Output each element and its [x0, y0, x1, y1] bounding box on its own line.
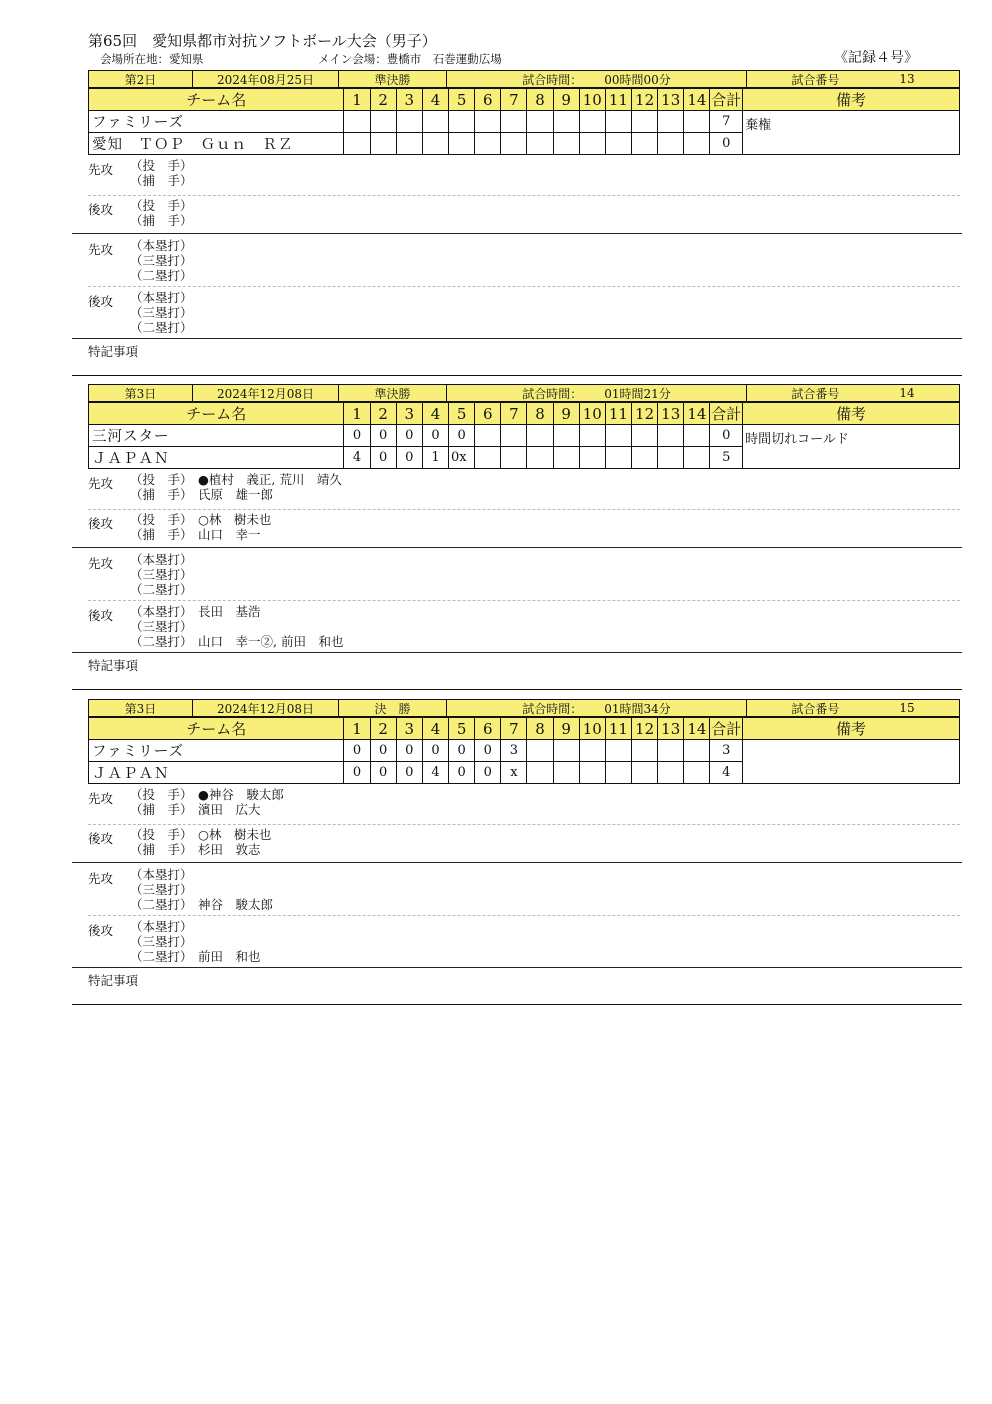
pitcher-label: （投 手）: [130, 787, 193, 802]
triple-label: （三塁打）: [130, 567, 193, 582]
inning-score: [553, 740, 579, 762]
pitcher-label: （投 手）: [130, 512, 193, 527]
first-catcher: 氏原 雄一郎: [198, 487, 274, 502]
inning-score: [553, 133, 579, 155]
inning-score: 0x: [449, 447, 475, 469]
inning-header: 6: [475, 89, 501, 111]
inning-score: [632, 111, 658, 133]
game-time: [446, 384, 746, 402]
inning-score: [527, 762, 553, 784]
inning-score: 0: [370, 762, 396, 784]
game-time-value: 01時間21分: [604, 386, 671, 401]
inning-header: 4: [422, 89, 448, 111]
homerun-label: （本塁打）: [130, 867, 193, 882]
inning-score: 0: [344, 425, 370, 447]
inning-header: 12: [632, 403, 658, 425]
special-notes-label: 特記事項: [88, 658, 139, 673]
triple-label: （三塁打）: [130, 882, 193, 897]
catcher-label: （捕 手）: [130, 487, 193, 502]
catcher-label: （捕 手）: [130, 173, 193, 188]
inning-header: 10: [579, 718, 605, 740]
remarks: 時間切れコールド: [743, 425, 960, 469]
inning-score: 0: [344, 740, 370, 762]
inning-score: [605, 447, 631, 469]
team-name: ファミリーズ: [89, 740, 344, 762]
inning-header: 11: [605, 403, 631, 425]
inning-header: 2: [370, 89, 396, 111]
total-header: 合計: [710, 89, 743, 111]
inning-score: [370, 133, 396, 155]
pitcher-label: （投 手）: [130, 158, 193, 173]
inning-score: 4: [344, 447, 370, 469]
game-number-label: 試合番号: [791, 386, 840, 401]
second-homeruns: 長田 基浩: [198, 604, 261, 619]
team-column-header: チーム名: [89, 403, 344, 425]
section-divider: [72, 967, 962, 968]
game-number-value: 15: [899, 701, 915, 715]
first-pitcher: ●神谷 駿太郎: [198, 787, 284, 802]
homerun-label: （本塁打）: [130, 604, 193, 619]
inning-header: 3: [396, 89, 422, 111]
team-name: ＪＡＰＡＮ: [89, 447, 344, 469]
location: 会場所在地：愛知県: [100, 52, 204, 66]
homerun-label: （本塁打）: [130, 552, 193, 567]
game-time-label: 試合時間：: [522, 72, 583, 87]
inning-header: 2: [370, 403, 396, 425]
second-attack-label: 後攻: [88, 831, 114, 846]
double-label: （二塁打）: [130, 897, 193, 912]
inning-score: [501, 133, 527, 155]
double-label: （二塁打）: [130, 634, 193, 649]
inning-header: 12: [632, 89, 658, 111]
game-day: 第3日: [88, 384, 192, 402]
inning-score: [658, 111, 684, 133]
inning-score: 0: [370, 740, 396, 762]
inning-score: [422, 111, 448, 133]
inning-header: 9: [553, 89, 579, 111]
inning-score: [396, 111, 422, 133]
inning-score: [422, 133, 448, 155]
second-attack-label: 後攻: [88, 516, 114, 531]
inning-header: 5: [449, 403, 475, 425]
inning-score: 0: [422, 740, 448, 762]
team-row: [89, 425, 960, 447]
inning-header: 13: [658, 89, 684, 111]
first-attack-label: 先攻: [88, 871, 114, 886]
game-end-divider: [72, 1004, 962, 1005]
first-attack-label: 先攻: [88, 791, 114, 806]
game-time: [446, 699, 746, 717]
inning-score: [579, 447, 605, 469]
game-time-label: 試合時間：: [522, 386, 583, 401]
page-title: 第65回 愛知県都市対抗ソフトボール大会（男子）: [88, 32, 437, 50]
venue-info: [100, 51, 502, 67]
inning-score: [605, 133, 631, 155]
second-catcher: 杉田 敦志: [198, 842, 261, 857]
inning-header: 8: [527, 89, 553, 111]
first-pitcher: ●植村 義正, 荒川 靖久: [198, 472, 342, 487]
inning-header: 7: [501, 718, 527, 740]
inning-header: 5: [449, 89, 475, 111]
score-table: [88, 88, 960, 155]
inning-score: [475, 133, 501, 155]
inning-header: 3: [396, 718, 422, 740]
inning-score: [579, 740, 605, 762]
pitcher-label: （投 手）: [130, 472, 193, 487]
team-total: 0: [710, 133, 743, 155]
team-row: [89, 740, 960, 762]
remarks: 棄権: [743, 111, 960, 155]
first-doubles: 神谷 駿太郎: [198, 897, 274, 912]
triple-label: （三塁打）: [130, 253, 193, 268]
homerun-label: （本塁打）: [130, 919, 193, 934]
game-day: 第2日: [88, 70, 192, 88]
inning-header: 5: [449, 718, 475, 740]
inning-header: 4: [422, 403, 448, 425]
inning-header: 13: [658, 403, 684, 425]
inning-score: [344, 133, 370, 155]
inning-score: [579, 762, 605, 784]
team-column-header: チーム名: [89, 718, 344, 740]
inning-score: [449, 133, 475, 155]
inning-score: [501, 425, 527, 447]
catcher-label: （捕 手）: [130, 213, 193, 228]
inning-score: [579, 133, 605, 155]
inning-score: [684, 762, 710, 784]
inning-score: [527, 111, 553, 133]
triple-label: （三塁打）: [130, 934, 193, 949]
team-column-header: チーム名: [89, 89, 344, 111]
inning-score: [658, 762, 684, 784]
game-round: 準決勝: [338, 70, 446, 88]
inning-header: 6: [475, 403, 501, 425]
team-total: 7: [710, 111, 743, 133]
inning-score: [449, 111, 475, 133]
first-attack-label: 先攻: [88, 556, 114, 571]
remarks-header: 備考: [743, 89, 960, 111]
inning-score: [396, 133, 422, 155]
total-header: 合計: [710, 403, 743, 425]
second-doubles: 前田 和也: [198, 949, 261, 964]
second-attack-label: 後攻: [88, 294, 114, 309]
inning-score: [632, 740, 658, 762]
game-time-value: 01時間34分: [604, 701, 671, 716]
inning-header: 6: [475, 718, 501, 740]
game-date: 2024年08月25日: [192, 70, 338, 88]
game-number: [746, 70, 960, 88]
pitcher-label: （投 手）: [130, 827, 193, 842]
team-name: ＪＡＰＡＮ: [89, 762, 344, 784]
game-end-divider: [72, 375, 962, 376]
triple-label: （三塁打）: [130, 305, 193, 320]
inning-score: [553, 762, 579, 784]
second-attack-label: 後攻: [88, 202, 114, 217]
inning-score: [684, 133, 710, 155]
dashed-divider: [88, 600, 960, 601]
inning-header: 8: [527, 718, 553, 740]
game-day: 第3日: [88, 699, 192, 717]
game-date: 2024年12月08日: [192, 384, 338, 402]
inning-header: 1: [344, 403, 370, 425]
team-total: 4: [710, 762, 743, 784]
inning-score: [605, 740, 631, 762]
inning-header: 1: [344, 89, 370, 111]
inning-score: [370, 111, 396, 133]
inning-score: [553, 447, 579, 469]
inning-score: [475, 447, 501, 469]
remarks-header: 備考: [743, 718, 960, 740]
score-table: [88, 717, 960, 784]
inning-score: [605, 762, 631, 784]
section-divider: [72, 338, 962, 339]
game-number-value: 13: [899, 72, 915, 86]
first-attack-label: 先攻: [88, 242, 114, 257]
inning-score: [658, 425, 684, 447]
double-label: （二塁打）: [130, 582, 193, 597]
second-attack-label: 後攻: [88, 608, 114, 623]
inning-score: [527, 425, 553, 447]
catcher-label: （捕 手）: [130, 842, 193, 857]
inning-score: [527, 447, 553, 469]
inning-score: 0: [370, 425, 396, 447]
inning-score: [553, 425, 579, 447]
inning-header: 10: [579, 89, 605, 111]
inning-score: [501, 447, 527, 469]
remarks: [743, 740, 960, 784]
triple-label: （三塁打）: [130, 619, 193, 634]
team-total: 5: [710, 447, 743, 469]
inning-score: [684, 111, 710, 133]
inning-header: 10: [579, 403, 605, 425]
inning-score: 0: [422, 425, 448, 447]
inning-score: [553, 111, 579, 133]
total-header: 合計: [710, 718, 743, 740]
inning-header: 11: [605, 718, 631, 740]
inning-score: 0: [370, 447, 396, 469]
section-divider: [72, 862, 962, 863]
inning-score: x: [501, 762, 527, 784]
inning-score: [658, 447, 684, 469]
homerun-label: （本塁打）: [130, 238, 193, 253]
special-notes-label: 特記事項: [88, 973, 139, 988]
game-time: [446, 70, 746, 88]
game-time-value: 00時間00分: [604, 72, 671, 87]
catcher-label: （捕 手）: [130, 802, 193, 817]
inning-score: [527, 133, 553, 155]
dashed-divider: [88, 824, 960, 825]
inning-score: [684, 447, 710, 469]
second-catcher: 山口 幸一: [198, 527, 261, 542]
dashed-divider: [88, 195, 960, 196]
team-name: 愛知 ＴＯＰ Ｇｕｎ ＲＺ: [89, 133, 344, 155]
inning-score: [658, 740, 684, 762]
game-time-label: 試合時間：: [522, 701, 583, 716]
game-header: [88, 384, 960, 402]
team-total: 3: [710, 740, 743, 762]
inning-score: [684, 740, 710, 762]
inning-score: [605, 425, 631, 447]
team-name: 三河スター: [89, 425, 344, 447]
game-number: [746, 699, 960, 717]
homerun-label: （本塁打）: [130, 290, 193, 305]
inning-header: 11: [605, 89, 631, 111]
first-attack-label: 先攻: [88, 162, 114, 177]
inning-header: 14: [684, 89, 710, 111]
inning-header: 7: [501, 403, 527, 425]
inning-score: 0: [475, 762, 501, 784]
inning-header: 14: [684, 403, 710, 425]
inning-score: 4: [422, 762, 448, 784]
inning-header: 8: [527, 403, 553, 425]
dashed-divider: [88, 286, 960, 287]
inning-score: 0: [396, 447, 422, 469]
remarks-header: 備考: [743, 403, 960, 425]
game-date: 2024年12月08日: [192, 699, 338, 717]
inning-score: [501, 111, 527, 133]
first-attack-label: 先攻: [88, 476, 114, 491]
inning-header: 12: [632, 718, 658, 740]
inning-score: [632, 447, 658, 469]
special-notes-label: 特記事項: [88, 344, 139, 359]
inning-header: 14: [684, 718, 710, 740]
inning-score: [579, 425, 605, 447]
inning-score: [632, 425, 658, 447]
team-row: [89, 111, 960, 133]
inning-score: 0: [449, 740, 475, 762]
inning-score: 0: [449, 762, 475, 784]
first-catcher: 濱田 広大: [198, 802, 261, 817]
game-round: 準決勝: [338, 384, 446, 402]
catcher-label: （捕 手）: [130, 527, 193, 542]
inning-score: [527, 740, 553, 762]
main-venue: メイン会場：豊橋市 石巻運動広場: [318, 52, 502, 66]
double-label: （二塁打）: [130, 268, 193, 283]
game-number: [746, 384, 960, 402]
section-divider: [72, 652, 962, 653]
inning-score: [475, 425, 501, 447]
inning-score: 0: [475, 740, 501, 762]
inning-header: 4: [422, 718, 448, 740]
game-round: 決 勝: [338, 699, 446, 717]
game-header: [88, 70, 960, 88]
inning-score: [632, 762, 658, 784]
inning-header: 3: [396, 403, 422, 425]
inning-score: [579, 111, 605, 133]
inning-score: [684, 425, 710, 447]
inning-header: 9: [553, 718, 579, 740]
inning-score: 0: [344, 762, 370, 784]
inning-score: [605, 111, 631, 133]
inning-score: [632, 133, 658, 155]
inning-header: 7: [501, 89, 527, 111]
inning-score: 3: [501, 740, 527, 762]
inning-score: [475, 111, 501, 133]
game-end-divider: [72, 689, 962, 690]
second-pitcher: ○林 樹未也: [198, 827, 272, 842]
game-number-value: 14: [899, 386, 915, 400]
dashed-divider: [88, 509, 960, 510]
dashed-divider: [88, 915, 960, 916]
score-table: [88, 402, 960, 469]
inning-score: [658, 133, 684, 155]
inning-score: 0: [449, 425, 475, 447]
game-number-label: 試合番号: [791, 72, 840, 87]
game-number-label: 試合番号: [791, 701, 840, 716]
inning-score: 0: [396, 425, 422, 447]
inning-score: 0: [396, 762, 422, 784]
inning-header: 13: [658, 718, 684, 740]
second-pitcher: ○林 樹未也: [198, 512, 272, 527]
team-total: 0: [710, 425, 743, 447]
inning-header: 1: [344, 718, 370, 740]
inning-score: 1: [422, 447, 448, 469]
double-label: （二塁打）: [130, 320, 193, 335]
inning-score: 0: [396, 740, 422, 762]
second-doubles: 山口 幸一②, 前田 和也: [198, 634, 344, 649]
section-divider: [72, 547, 962, 548]
section-divider: [72, 233, 962, 234]
inning-header: 2: [370, 718, 396, 740]
double-label: （二塁打）: [130, 949, 193, 964]
pitcher-label: （投 手）: [130, 198, 193, 213]
second-attack-label: 後攻: [88, 923, 114, 938]
inning-score: [344, 111, 370, 133]
team-name: ファミリーズ: [89, 111, 344, 133]
game-header: [88, 699, 960, 717]
inning-header: 9: [553, 403, 579, 425]
record-number: 《記録４号》: [834, 50, 918, 66]
